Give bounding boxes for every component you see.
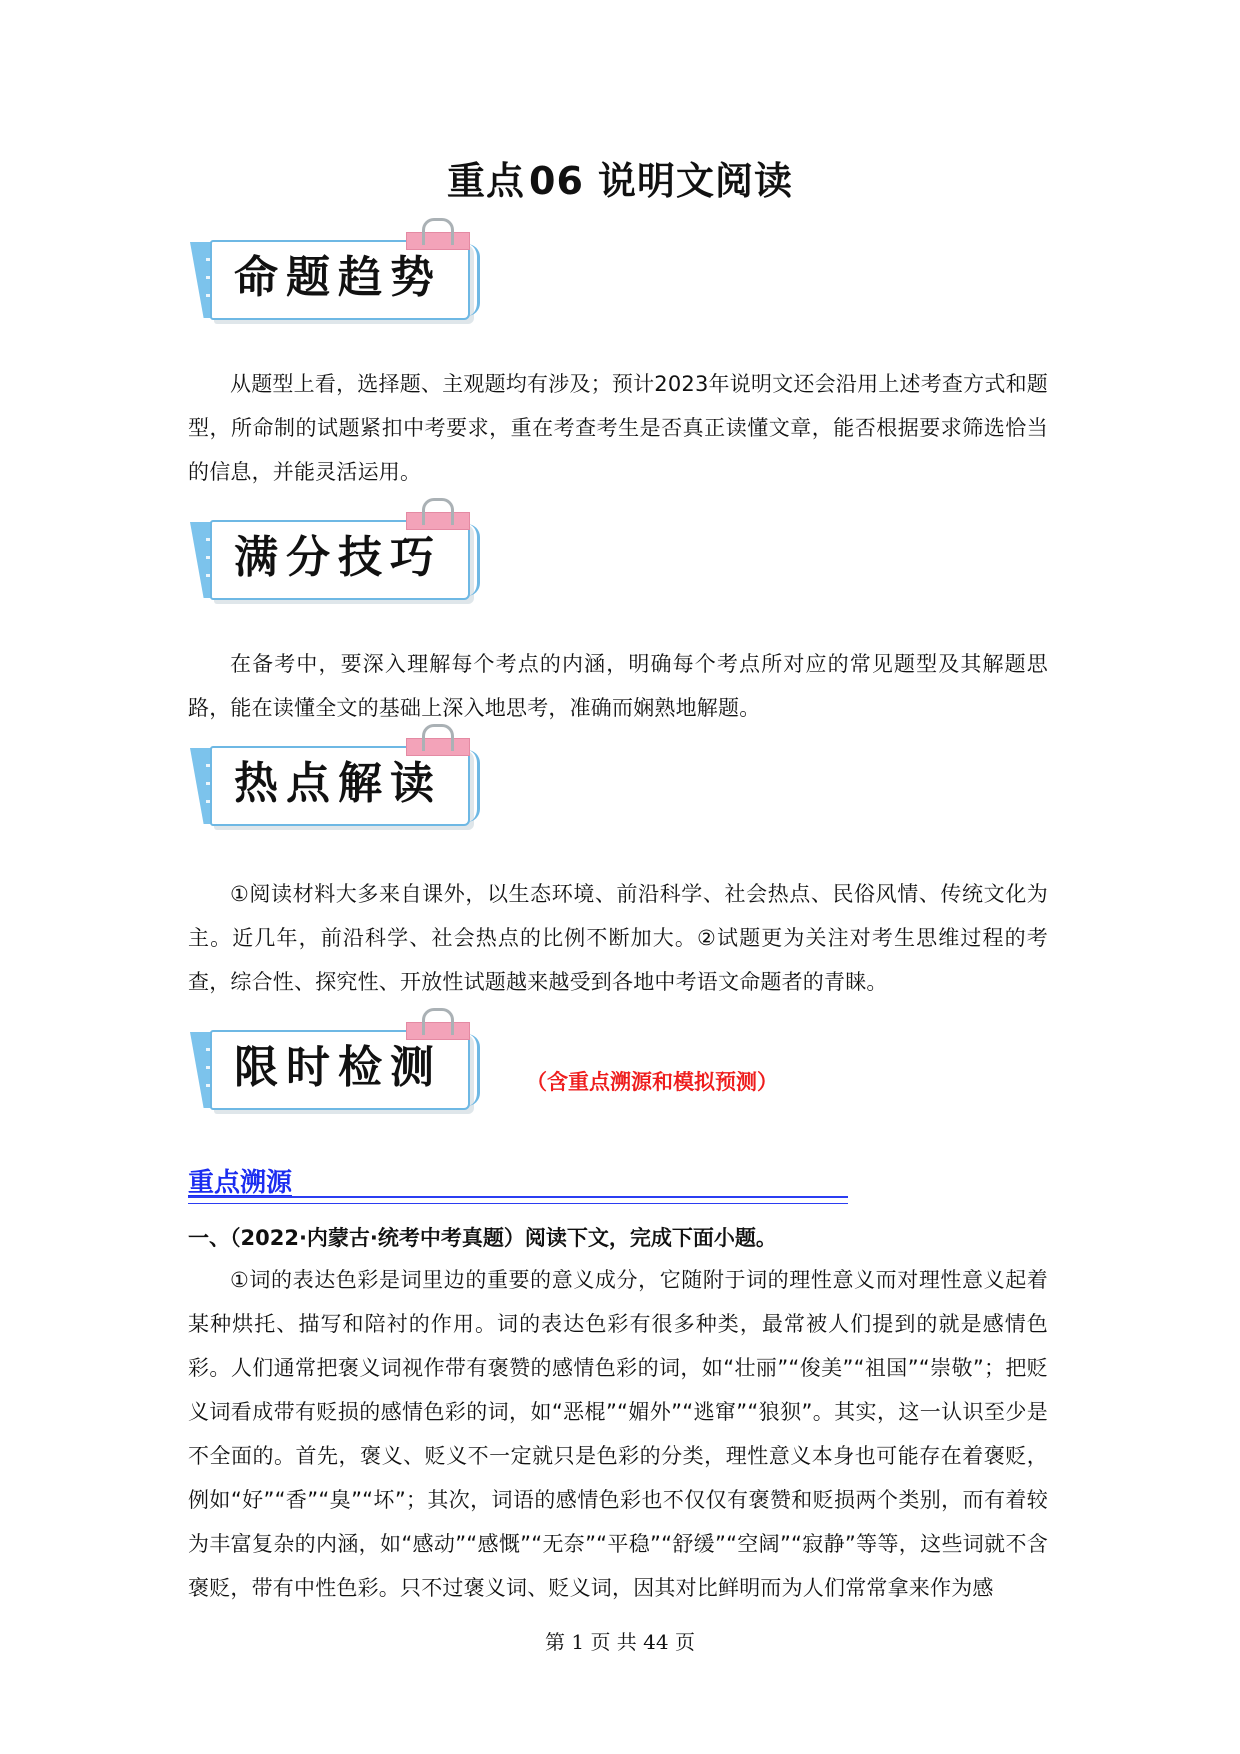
page-title bbox=[0, 150, 1240, 205]
banner-label: 满分技巧 bbox=[234, 532, 442, 583]
paragraph-skills: 在备考中，要深入理解每个考点的内涵，明确每个考点所对应的常见题型及其解题思路，能在读懂全文的基础上深入地思考，准确而娴熟地解题。 bbox=[188, 652, 1048, 720]
reading-passage: ①词的表达色彩是词里边的重要的意义成分，它随附于词的理性意义而对理性意义起着某种烘托、描写和陪衬的作用。词的表达色彩有很多种类，最常被人们提到的就是感情色彩。人们通常把褒义词视作带有褒赞的感情色彩的词，如“壮丽”“俊美”“祖国”“崇敬”；把贬义词看成带有贬损的感情色彩的词，如“恶棍”“媚外”“逃窜”“狼狈”。其实，这一认识至少是不全面的。首先，褒义、贬义不一定就只是色彩的分类，理性意义本身也可能存在着褒贬，例如“好”“香”“臭”“坏”；其次，词语的感情色彩也不仅仅有褒赞和贬损两个类别，而有着较为丰富复杂的内涵，如“感动”“感慨”“无奈”“平稳”“舒缓”“空阔”“寂静”等等，这些词就不含褒贬，带有中性色彩。只不过褒义词、贬义词，因其对比鲜明而为人们常常拿来作为感 bbox=[188, 1268, 1048, 1600]
section-divider bbox=[188, 1196, 848, 1204]
question-heading: 一、（2022·内蒙古·统考中考真题）阅读下文，完成下面小题。 bbox=[188, 1226, 777, 1250]
paragraph-hotspots: ①阅读材料大多来自课外，以生态环境、前沿科学、社会热点、民俗风情、传统文化为主。近几年，前沿科学、社会热点的比例不断加大。②试题更为关注对考生思维过程的考查，综合性、探究性、开放性试题越来越受到各地中考语文命题者的青睐。 bbox=[188, 882, 1048, 994]
paragraph-trend: 从题型上看，选择题、主观题均有涉及；预计2023年说明文还会沿用上述考查方式和题型，所命制的试题紧扣中考要求，重在考查考生是否真正读懂文章，能否根据要求筛选恰当的信息，并能灵活运用。 bbox=[188, 372, 1048, 484]
banner-trend bbox=[186, 228, 486, 326]
banner-label: 限时检测 bbox=[234, 1042, 442, 1093]
section-heading-key-origins[interactable]: 重点溯源 bbox=[188, 1168, 293, 1198]
timed-test-note: （含重点溯源和模拟预测） bbox=[526, 1070, 778, 1094]
page-curl-icon bbox=[467, 1034, 480, 1106]
banner-skills bbox=[186, 508, 486, 606]
page-curl-icon bbox=[467, 524, 480, 596]
page-footer: 第 1 页 共 44 页 bbox=[545, 1630, 695, 1654]
page-curl-icon bbox=[467, 244, 480, 316]
title-number: 06 bbox=[529, 159, 584, 203]
banner-label: 热点解读 bbox=[234, 758, 442, 809]
banner-timed-test bbox=[186, 1018, 486, 1116]
banner-hotspots bbox=[186, 734, 486, 832]
title-prefix: 重点 bbox=[447, 159, 526, 203]
title-text: 说明文阅读 bbox=[597, 159, 793, 203]
page-curl-icon bbox=[467, 750, 480, 822]
banner-label: 命题趋势 bbox=[234, 252, 442, 303]
